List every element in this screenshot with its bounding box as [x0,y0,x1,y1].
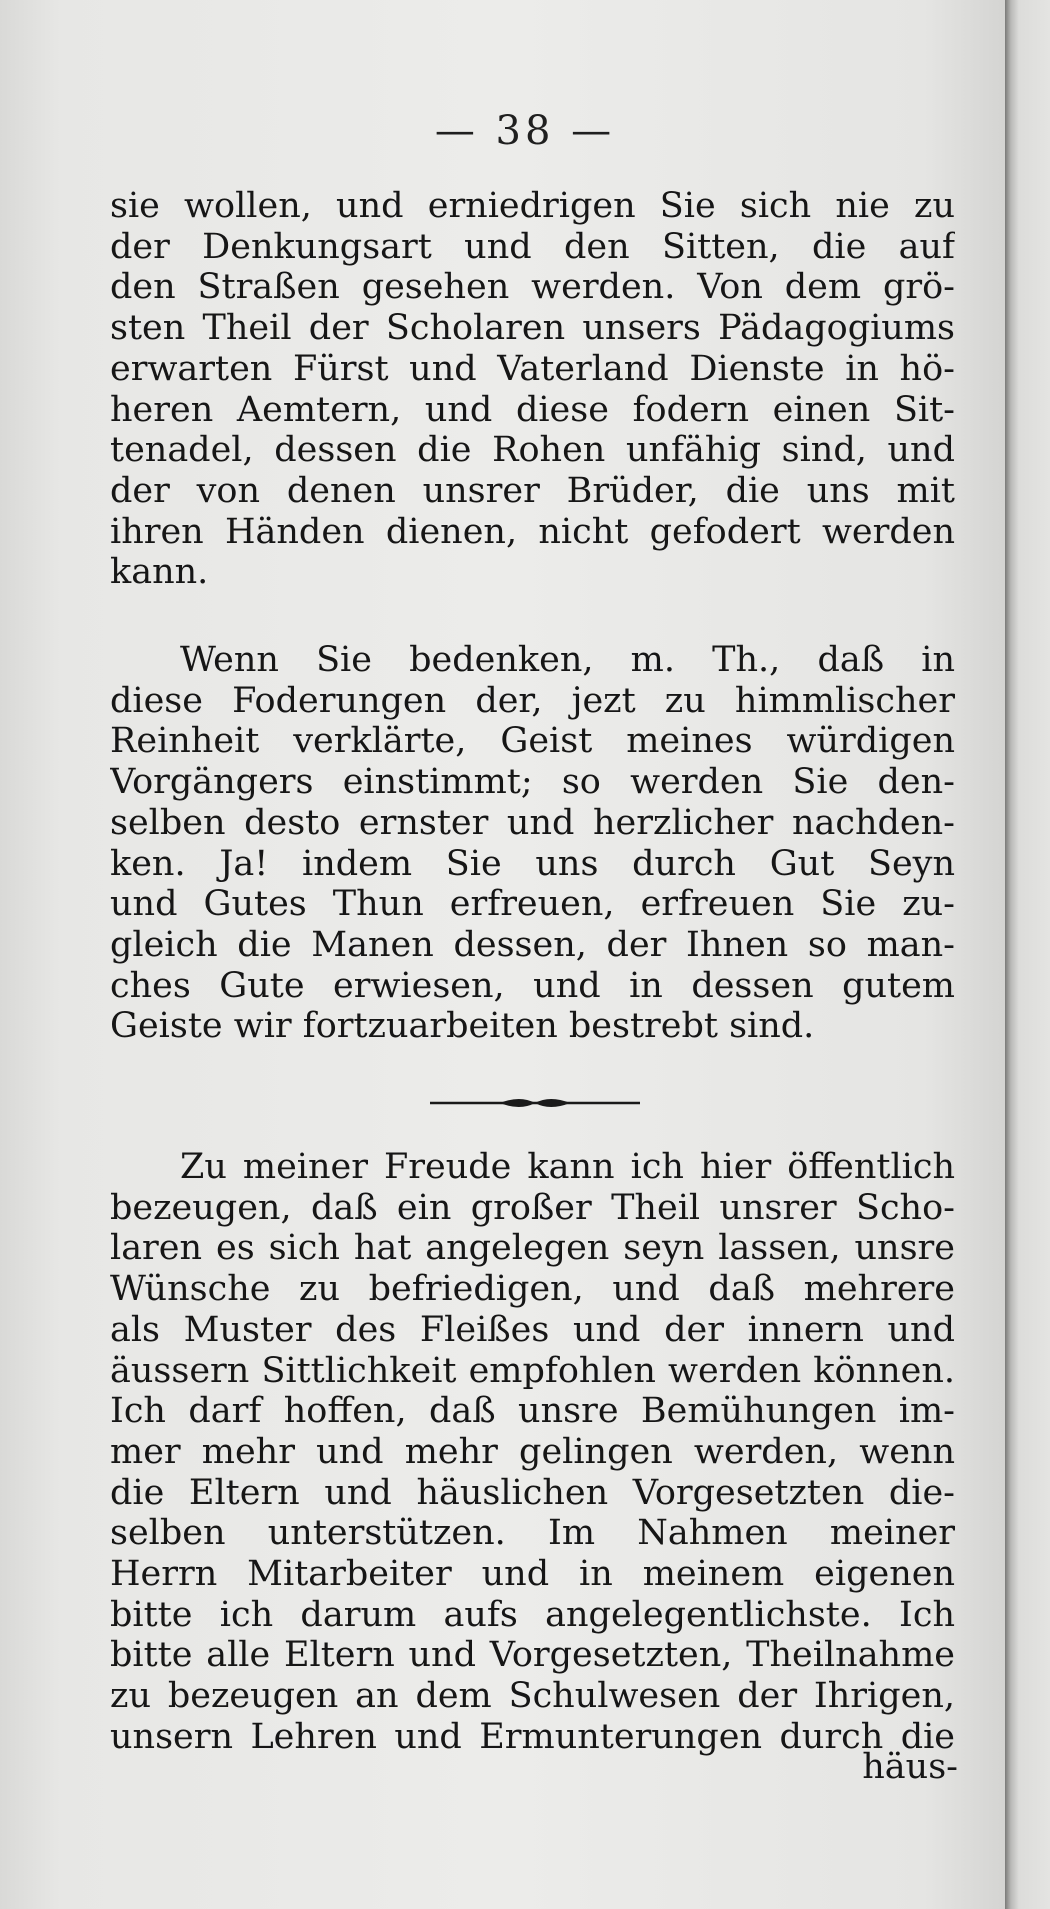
text-line: kann. [110,552,209,593]
paragraph-2 [110,640,955,1047]
text-line: Vorgängers einstimmt; so werden Sie den- [110,762,955,803]
text-line: ches Gute erwiesen, und in dessen gutem [110,965,955,1006]
text-line: ken. Ja! indem Sie uns durch Gut Seyn [110,843,955,884]
catchword: häus- [862,1747,958,1787]
text-line: der Denkungsart und den Sitten, die auf [110,226,955,267]
text-line: unsern Lehren und Ermunterungen durch die [110,1716,955,1757]
text-line: Herrn Mitarbeiter und in meinem eigenen [110,1554,955,1595]
paragraph-3 [110,1147,955,1758]
text-line: mer mehr und mehr gelingen werden, wenn [110,1431,955,1472]
text-line: sten Theil der Scholaren unsers Pädagogiums [110,308,955,349]
text-line: Wenn Sie bedenken, m. Th., daß in [180,640,955,680]
text-line: erwarten Fürst und Vaterland Dienste in hö- [110,348,955,389]
text-line: selben unterstützen. Im Nahmen meiner [110,1513,955,1554]
text-line: tenadel, dessen die Rohen unfähig sind, und [110,430,955,471]
text-line: als Muster des Fleißes und der innern und [110,1309,955,1350]
text-line: selben desto ernster und herzlicher nachden- [110,802,955,843]
text-line: den Straßen gesehen werden. Von dem grö- [110,267,955,308]
text-line: heren Aemtern, und diese fodern einen Sit- [110,389,955,430]
text-line: Reinheit verklärte, Geist meines würdigen [110,721,955,762]
text-line: der von denen unsrer Brüder, die uns mit [110,470,955,511]
text-line: die Eltern und häuslichen Vorgesetzten die- [110,1472,955,1513]
section-divider [430,1095,640,1111]
text-line: Geiste wir fortzuarbeiten bestrebt sind. [110,1006,815,1047]
text-line: bezeugen, daß ein großer Theil unsrer Scho- [110,1187,955,1228]
text-line: Zu meiner Freude kann ich hier öffentlich [180,1147,955,1187]
paragraph-1 [110,186,955,593]
text-line: gleich die Manen dessen, der Ihnen so man- [110,924,955,965]
text-line: bitte alle Eltern und Vorgesetzten, Theilnahme [110,1635,955,1676]
text-line: sie wollen, und erniedrigen Sie sich nie zu [110,186,955,226]
page-edge [1005,0,1050,1909]
text-line: zu bezeugen an dem Schulwesen der Ihrigen, [110,1676,955,1717]
text-line: äussern Sittlichkeit empfohlen werden können. [110,1350,955,1391]
text-line: und Gutes Thun erfreuen, erfreuen Sie zu- [110,884,955,925]
text-line: laren es sich hat angelegen seyn lassen, unsre [110,1228,955,1269]
text-line: bitte ich darum aufs angelegentlichste. Ich [110,1594,955,1635]
text-line: Wünsche zu befriedigen, und daß mehrere [110,1269,955,1310]
page-number: — 38 — [434,108,616,154]
text-line: Ich darf hoffen, daß unsre Bemühungen im- [110,1391,955,1432]
text-line: diese Foderungen der, jezt zu himmlischer [110,680,955,721]
text-line: ihren Händen dienen, nicht gefodert werden [110,511,955,552]
